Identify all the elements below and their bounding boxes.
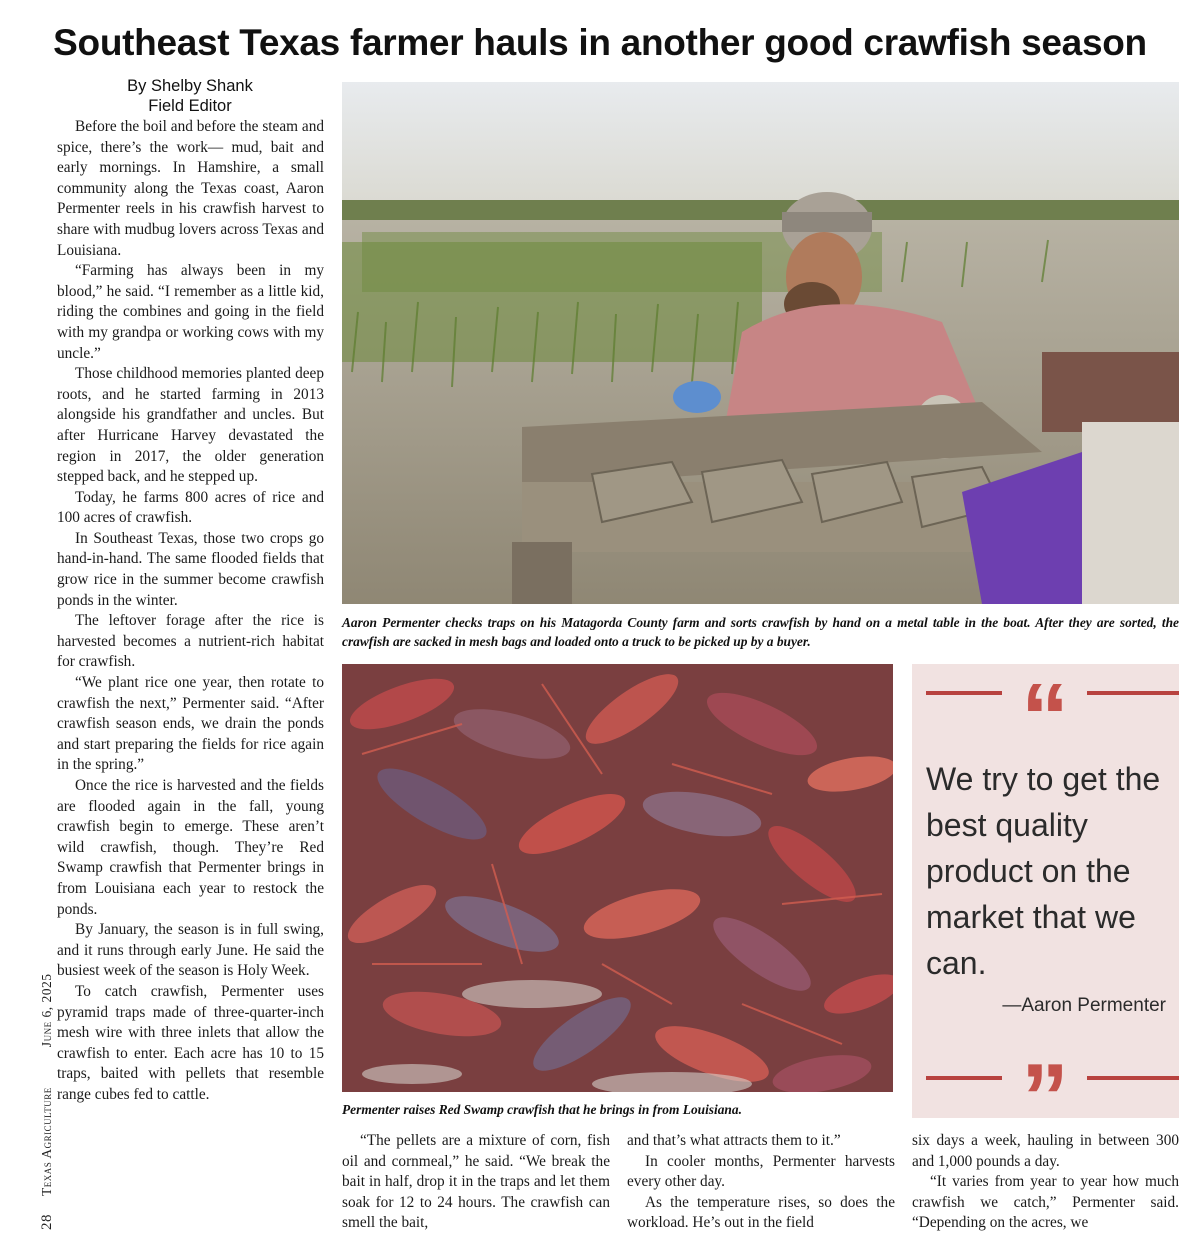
paragraph: “Farming has always been in my blood,” he said. “I remember as a little kid, riding the combines and going in the field with my grandpa or working cows with my uncle.” [57,262,324,362]
article-column-a [342,1131,610,1234]
paragraph: In cooler months, Permenter harvests every other day. [627,1152,895,1191]
magazine-name: Texas Agriculture [39,1087,54,1196]
pull-quote-attribution: —Aaron Permenter [1002,995,1166,1016]
paragraph: In Southeast Texas, those two crops go hand-in-hand. The same flooded fields that grow rice in the summer become crawfish ponds in the winter. [57,529,324,609]
article-column-b [627,1131,895,1234]
open-quote-mark: “ [1021,664,1069,771]
quote-rule-bottom-right [1087,1076,1179,1080]
quote-rule-bottom-left [926,1076,1002,1080]
photo-caption-2: Permenter raises Red Swamp crawfish that he brings in from Louisiana. [342,1102,742,1117]
photo-farmer-sorting-crawfish [342,82,1179,604]
pull-quote-text: We try to get the best quality product on the market that we can. [926,761,1161,981]
article-column-c [912,1131,1179,1234]
paragraph: six days a week, hauling in between 300 and 1,000 pounds a day. [912,1132,1179,1170]
paragraph: “The pellets are a mixture of corn, fish oil and cornmeal,” he said. “We break the bait in half, drop it in the traps and let them soak for 12 to 24 hours. The crawfish can smell the bait, [342,1132,610,1232]
paragraph: “We plant rice one year, then rotate to crawfish the next,” Permenter said. “After crawfish season ends, we drain the ponds and start preparing the fields for rice again in the spring.” [57,674,324,774]
article-column-1 [57,117,324,1106]
photo-caption-1: Aaron Permenter checks traps on his Matagorda County farm and sorts crawfish by hand on a metal table in the boat. After they are sorted, the crawfish are sacked in mesh bags and loaded onto a truck to be picked up by a buyer. [342,615,1179,649]
farmer-photo-illustration [342,82,1179,604]
paragraph: To catch crawfish, Permenter uses pyramid traps made of three-quarter-inch mesh wire with three inlets that allow the crawfish to enter. Each acre has 10 to 15 traps, baited with pellets that resemble range cubes fed to cattle. [57,982,324,1103]
paragraph: and that’s what attracts them to it.” [627,1132,841,1149]
page-number: 28 [39,1214,55,1230]
paragraph: Once the rice is harvested and the fields are flooded again in the fall, young crawfish begin to emerge. These aren’t wild crawfish, though. They’re Red Swamp crawfish that Permenter brings in from Louisiana each year to restock the ponds. [57,777,324,918]
photo-crawfish-pile [342,664,893,1092]
paragraph: Those childhood memories planted deep roots, and he started farming in 2013 alongside his grandfather and uncles. But after Hurricane Harvey devastated the region in 2017, the older generation stepped back, and he stepped up. [57,365,324,486]
paragraph: Today, he farms 800 acres of rice and 100 acres of crawfish. [57,488,324,527]
headline: Southeast Texas farmer hauls in another good crawfish season [53,22,1147,63]
vertical-folio [39,910,57,1230]
paragraph: Before the boil and before the steam and spice, there’s the work— mud, bait and early mornings. In Hamshire, a small community along the Texas coast, Aaron Permenter reels in his crawfish harvest to share with mudbug lovers across Texas and Louisiana. [57,118,324,259]
quote-rule-top-left [926,691,1002,695]
byline-author: By Shelby Shank [127,77,253,95]
quote-rule-top-right [1087,691,1179,695]
byline-role: Field Editor [148,97,232,115]
issue-date: June 6, 2025 [39,973,54,1048]
byline [56,76,324,116]
close-quote-mark: ” [1021,1044,1069,1151]
paragraph: The leftover forage after the rice is harvested becomes a nutrient-rich habitat for crawfish. [57,612,324,671]
paragraph: As the temperature rises, so does the workload. He’s out in the field [627,1193,895,1232]
paragraph: By January, the season is in full swing, and it runs through early June. He said the busiest week of the season is Holy Week. [57,921,324,980]
paragraph: “It varies from year to year how much crawfish we catch,” Permenter said. “Depending on the acres, we [912,1173,1179,1232]
crawfish-photo-illustration [342,664,893,1092]
